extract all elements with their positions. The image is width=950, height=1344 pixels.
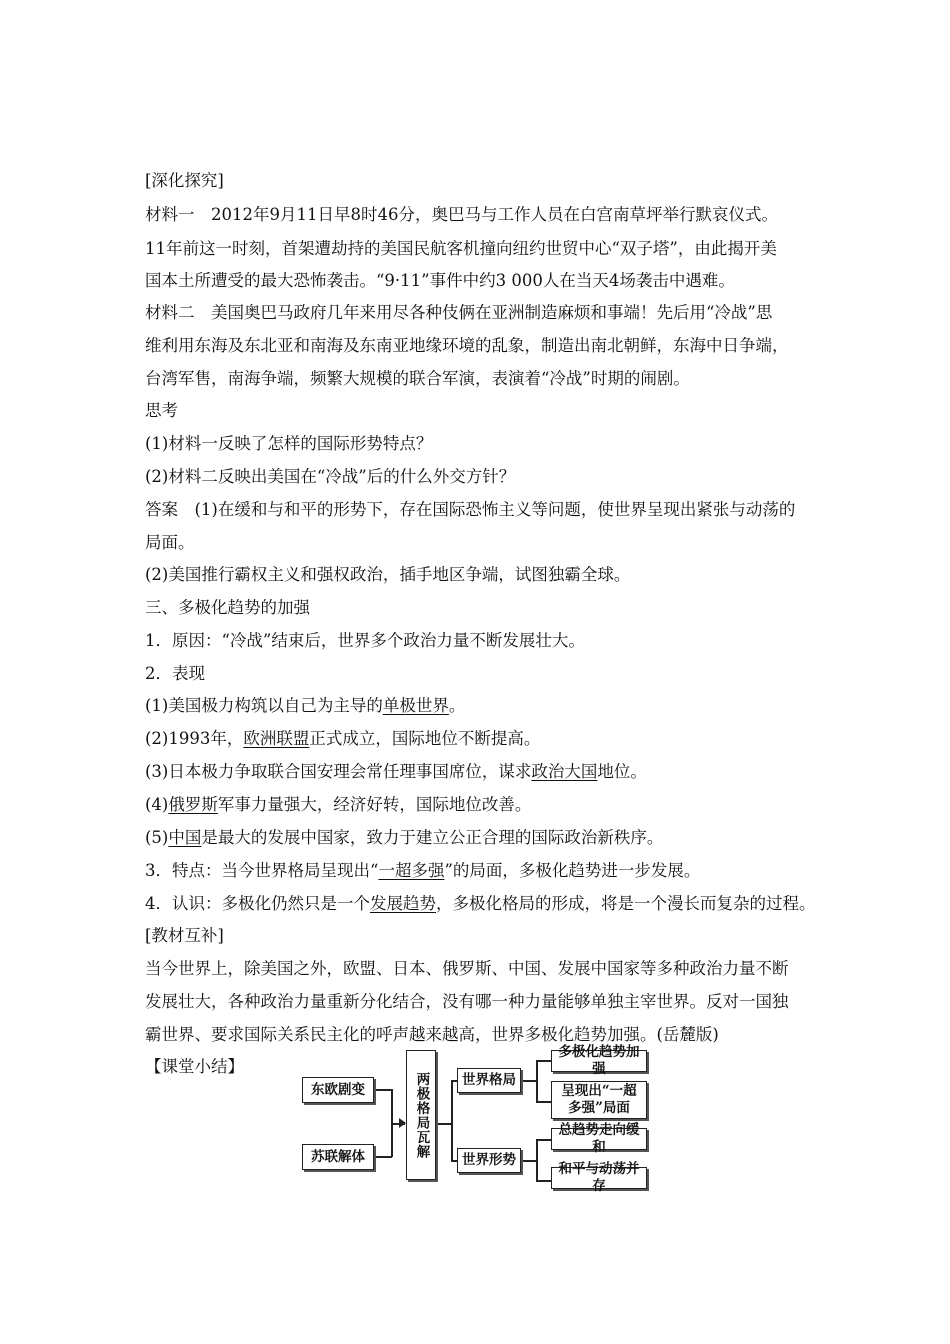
connector-line bbox=[536, 1139, 551, 1141]
performance-item: (5)中国是最大的发展中国家，致力于建立公正合理的国际政治新秩序。 bbox=[145, 828, 664, 847]
answer-line2: 局面。 bbox=[145, 533, 195, 552]
material2-line3: 台湾军售，南海争端，频繁大规模的联合军演，表演着“冷战”时期的闹剧。 bbox=[145, 369, 690, 388]
connector-line bbox=[523, 1080, 537, 1082]
connector-line bbox=[536, 1060, 551, 1062]
supplement-line3: 霸世界、要求国际关系民主化的呼声越来越高，世界多极化趋势加强。(岳麓版) bbox=[145, 1025, 719, 1044]
connector-line bbox=[376, 1156, 392, 1158]
heading-multipolar: 三、多极化趋势的加强 bbox=[145, 598, 310, 617]
performance-item: (4)俄罗斯军事力量强大，经济好转，国际地位改善。 bbox=[145, 795, 532, 814]
key-term: 政治大国 bbox=[531, 762, 598, 781]
material2-line2: 维利用东海及东北亚和南海及东南亚地缘环境的乱象，制造出南北朝鲜，东海中日争端， bbox=[145, 336, 789, 355]
supplement-title: [教材互补] bbox=[145, 926, 224, 945]
summary-diagram bbox=[300, 1044, 660, 1194]
box-soviet-collapse: 苏联解体 bbox=[302, 1144, 374, 1170]
performance-item: (2)1993年，欧洲联盟正式成立，国际地位不断提高。 bbox=[145, 729, 541, 748]
key-term: 单极世界 bbox=[382, 696, 449, 715]
key-term: 一超多强 bbox=[378, 861, 445, 880]
question-1: (1)材料一反映了怎样的国际形势特点？ bbox=[145, 434, 433, 453]
answer-line3: (2)美国推行霸权主义和强权政治，插手地区争端，试图独霸全球。 bbox=[145, 565, 631, 584]
connector-line bbox=[536, 1139, 538, 1181]
summary-title: 【课堂小结】 bbox=[145, 1057, 244, 1076]
think-label: 思考 bbox=[145, 401, 178, 420]
box-one-super-many-powers: 呈现出“一超多强”局面 bbox=[551, 1081, 647, 1119]
material2-line1: 材料二 美国奥巴马政府几年来用尽各种伎俩在亚洲制造麻烦和事端！先后用“冷战”思 bbox=[145, 303, 773, 322]
material1-line1: 材料一 2012年9月11日早8时46分，奥巴马与工作人员在白宫南草坪举行默哀仪式。 bbox=[145, 205, 778, 224]
connector-line bbox=[438, 1123, 452, 1125]
point-understanding: 4．认识：多极化仍然只是一个发展趋势，多极化格局的形成，将是一个漫长而复杂的过程。 bbox=[145, 894, 816, 913]
box-peace-turmoil: 和平与动荡并存 bbox=[551, 1167, 647, 1189]
box-easing-trend: 总趋势走向缓和 bbox=[551, 1128, 647, 1150]
box-bipolar-collapse bbox=[406, 1050, 436, 1180]
material1-line2: 11年前这一时刻，首架遭劫持的美国民航客机撞向纽约世贸中心“双子塔”，由此揭开美 bbox=[145, 239, 777, 258]
performance-item: (3)日本极力争取联合国安理会常任理事国席位，谋求政治大国地位。 bbox=[145, 762, 647, 781]
box-multipolar-trend: 多极化趋势加强 bbox=[551, 1050, 647, 1072]
key-term: 俄罗斯 bbox=[168, 795, 218, 814]
answer-line1: 答案 (1)在缓和与和平的形势下，存在国际恐怖主义等问题，使世界呈现出紧张与动荡的 bbox=[145, 500, 796, 519]
connector-line bbox=[451, 1080, 453, 1161]
point-feature: 3．特点：当今世界格局呈现出“一超多强”的局面，多极化趋势进一步发展。 bbox=[145, 861, 701, 880]
box-eastern-europe: 东欧剧变 bbox=[302, 1077, 374, 1103]
material1-line3: 国本土所遭受的最大恐怖袭击。“9·11”事件中约3 000人在当天4场袭击中遇难。 bbox=[145, 271, 735, 290]
connector-line bbox=[536, 1101, 551, 1103]
key-term: 发展趋势 bbox=[370, 894, 436, 913]
box-world-situation: 世界形势 bbox=[457, 1148, 521, 1173]
connector-line bbox=[376, 1089, 392, 1091]
point-performance: 2．表现 bbox=[145, 664, 205, 683]
key-term: 中国 bbox=[168, 828, 202, 847]
connector-line bbox=[536, 1060, 538, 1102]
supplement-line2: 发展壮大，各种政治力量重新分化结合，没有哪一种力量能够单独主宰世界。反对一国独 bbox=[145, 992, 789, 1011]
point-cause: 1．原因：“冷战”结束后，世界多个政治力量不断发展壮大。 bbox=[145, 631, 585, 650]
connector-line bbox=[523, 1160, 537, 1162]
center-label: 两极格局瓦解 bbox=[413, 1071, 430, 1159]
connector-line bbox=[536, 1180, 551, 1182]
performance-item: (1)美国极力构筑以自己为主导的单极世界。 bbox=[145, 696, 466, 715]
key-term: 欧洲联盟 bbox=[243, 729, 310, 748]
arrow-icon bbox=[399, 1118, 406, 1128]
section-deep-title: [深化探究] bbox=[145, 171, 224, 190]
supplement-line1: 当今世界上，除美国之外，欧盟、日本、俄罗斯、中国、发展中国家等多种政治力量不断 bbox=[145, 959, 789, 978]
question-2: (2)材料二反映出美国在“冷战”后的什么外交方针？ bbox=[145, 467, 516, 486]
box-world-pattern: 世界格局 bbox=[457, 1068, 521, 1093]
